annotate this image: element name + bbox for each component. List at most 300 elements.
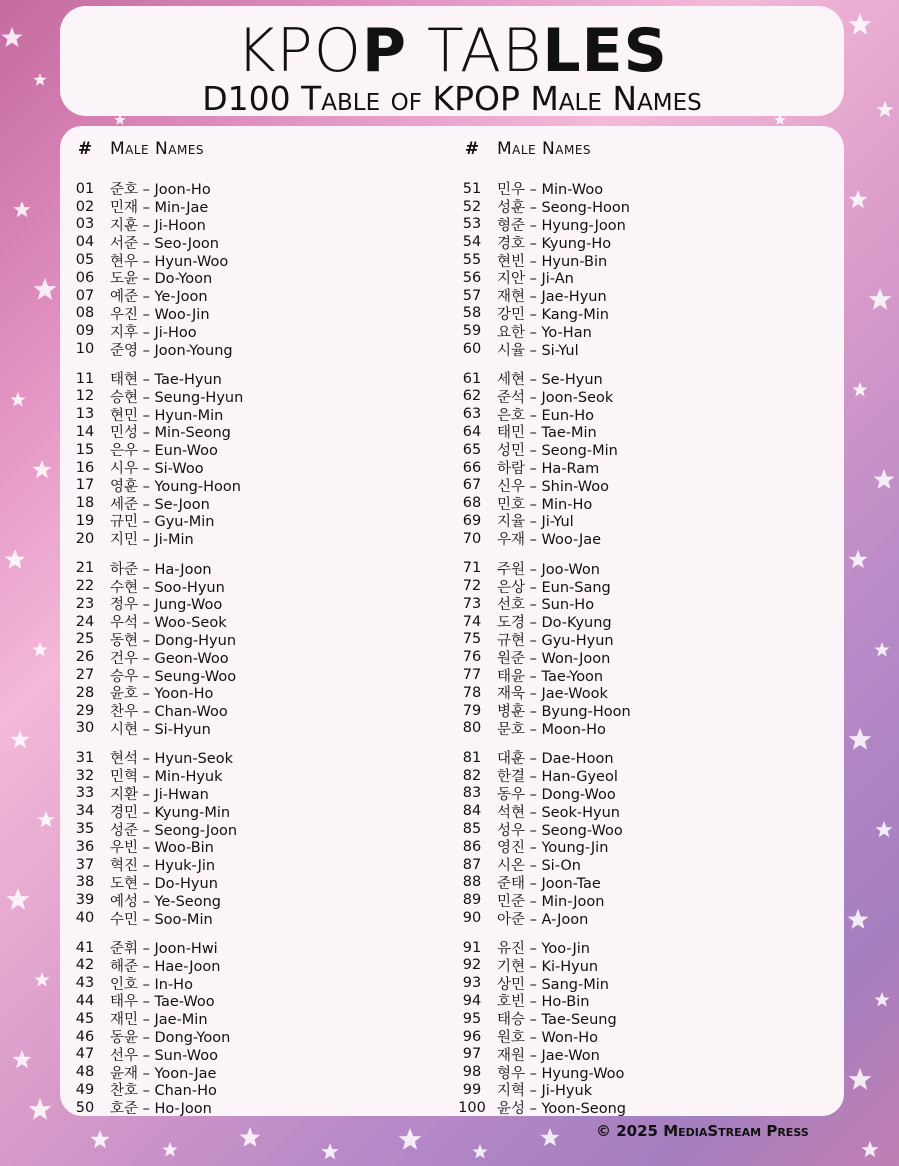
row-name: 준호 – Joon-Ho (110, 182, 211, 199)
row-name: 민호 – Min-Ho (497, 496, 593, 513)
row-name: 병훈 – Byung-Hoon (497, 704, 631, 721)
row-name: 신우 – Shin-Woo (497, 478, 609, 495)
table-row (70, 856, 243, 874)
table-row (70, 494, 243, 512)
table-row (457, 749, 631, 767)
row-name: 예성 – Ye-Seong (110, 893, 221, 910)
title-banner (60, 6, 844, 116)
row-number: 08 (75, 305, 95, 322)
row-number: 81 (462, 749, 482, 766)
copyright-text: © 2025 MediaStream Press (596, 1122, 809, 1140)
table-row (70, 820, 243, 838)
row-name: 승현 – Seung-Hyun (110, 389, 244, 406)
row-number: 77 (462, 666, 482, 683)
row-number: 04 (75, 234, 95, 251)
table-row (70, 1028, 243, 1046)
row-number: 29 (75, 702, 95, 719)
row-number: 01 (75, 180, 95, 197)
table-row (457, 1063, 631, 1081)
table-row (70, 1063, 243, 1081)
name-group (70, 370, 243, 548)
row-number: 88 (462, 874, 482, 891)
table-row (457, 441, 631, 459)
table-row (457, 1028, 631, 1046)
row-name: 대훈 – Dae-Hoon (497, 751, 614, 768)
row-number: 11 (75, 370, 95, 387)
row-name: 호빈 – Ho-Bin (497, 994, 590, 1011)
row-number: 92 (462, 957, 482, 974)
row-name: 지민 – Ji-Min (110, 532, 194, 549)
row-number: 17 (75, 477, 95, 494)
row-name: 찬우 – Chan-Woo (110, 704, 228, 721)
row-name: 혁진 – Hyuk-Jin (110, 858, 216, 875)
table-row (457, 874, 631, 892)
row-name: 강민 – Kang-Min (497, 306, 609, 323)
row-number: 61 (462, 370, 482, 387)
row-number: 20 (75, 530, 95, 547)
row-name: 태우 – Tae-Woo (110, 994, 215, 1011)
table-row (457, 216, 631, 234)
table-row (70, 648, 243, 666)
table-row (457, 1045, 631, 1063)
table-row (70, 251, 243, 269)
names-header: Male Names (497, 139, 592, 159)
table-row (457, 269, 631, 287)
row-number: 23 (75, 595, 95, 612)
row-name: 태윤 – Tae-Yoon (497, 668, 604, 685)
table-row (457, 785, 631, 803)
table-row (70, 476, 243, 494)
row-number: 30 (75, 720, 95, 737)
row-name: 석현 – Seok-Hyun (497, 804, 620, 821)
row-name: 서준 – Seo-Joon (110, 235, 219, 252)
table-row (70, 1045, 243, 1063)
row-name: 민재 – Min-Jae (110, 200, 209, 217)
table-row (70, 180, 243, 198)
row-name: 윤호 – Yoon-Ho (110, 686, 214, 703)
name-group (457, 559, 631, 737)
row-number: 54 (462, 234, 482, 251)
row-number: 51 (462, 180, 482, 197)
row-name: 태민 – Tae-Min (497, 425, 597, 442)
row-name: 성우 – Seong-Woo (497, 822, 623, 839)
row-number: 28 (75, 684, 95, 701)
table-row (70, 613, 243, 631)
row-name: 우석 – Woo-Seok (110, 615, 227, 632)
table-row (457, 370, 631, 388)
table-row (457, 423, 631, 441)
row-number: 63 (462, 406, 482, 423)
row-number: 72 (462, 578, 482, 594)
row-name: 우재 – Woo-Jae (497, 532, 602, 549)
row-number: 60 (462, 341, 482, 358)
row-name: 지훈 – Ji-Hoon (110, 218, 206, 234)
table-row (70, 441, 243, 459)
row-name: 세준 – Se-Joon (110, 496, 210, 513)
row-number: 36 (75, 838, 95, 855)
table-row (70, 666, 243, 684)
row-name: 준태 – Joon-Tae (497, 875, 601, 892)
table-row (457, 684, 631, 702)
row-number: 78 (462, 684, 482, 701)
row-name: 재원 – Jae-Won (497, 1047, 600, 1064)
table-row (457, 648, 631, 666)
row-name: 시율 – Si-Yul (497, 342, 579, 359)
name-group (457, 180, 631, 358)
row-number: 70 (462, 530, 482, 547)
row-number: 98 (462, 1064, 482, 1081)
table-row (457, 233, 631, 251)
row-number: 21 (75, 560, 95, 577)
row-number: 59 (462, 323, 482, 340)
row-name: 윤재 – Yoon-Jae (110, 1065, 217, 1082)
row-name: 준휘 – Joon-Hwi (110, 941, 218, 958)
row-number: 97 (462, 1046, 482, 1063)
row-name: 성준 – Seong-Joon (110, 822, 238, 839)
row-number: 58 (462, 305, 482, 322)
row-number: 55 (462, 252, 482, 269)
row-number: 62 (462, 388, 482, 405)
row-number: 76 (462, 649, 482, 666)
row-number: 27 (75, 666, 95, 683)
table-row (457, 820, 631, 838)
row-name: 재민 – Jae-Min (110, 1012, 208, 1029)
row-name: 영진 – Young-Jin (497, 840, 609, 857)
row-number: 94 (462, 992, 482, 1009)
row-name: 시온 – Si-On (497, 858, 581, 875)
row-number: 75 (462, 631, 482, 648)
table-row (457, 838, 631, 856)
row-name: 현석 – Hyun-Seok (110, 751, 233, 768)
table-row (70, 198, 243, 216)
row-name: 현민 – Hyun-Min (110, 407, 224, 424)
row-number: 68 (462, 495, 482, 512)
row-name: 영훈 – Young-Hoon (110, 478, 241, 495)
row-number: 95 (462, 1010, 482, 1027)
name-group (70, 559, 243, 737)
row-name: 한결 – Han-Gyeol (497, 769, 618, 786)
row-name: 세현 – Se-Hyun (497, 372, 603, 389)
row-name: 재욱 – Jae-Wook (497, 686, 608, 703)
row-number: 22 (75, 578, 95, 594)
table-row (457, 251, 631, 269)
row-name: 하준 – Ha-Joon (110, 561, 212, 578)
row-number: 43 (75, 975, 95, 992)
row-number: 33 (75, 785, 95, 802)
row-name: 유진 – Yoo-Jin (497, 941, 590, 958)
table-row (70, 423, 243, 441)
row-name: 시현 – Si-Hyun (110, 721, 211, 738)
row-number: 12 (75, 388, 95, 405)
table-row (70, 939, 243, 957)
table-row (70, 767, 243, 785)
table-row (457, 459, 631, 477)
row-number: 38 (75, 874, 95, 891)
row-number: 05 (75, 252, 95, 269)
table-row (70, 719, 243, 737)
row-number: 44 (75, 992, 95, 1009)
row-number: 100 (458, 1099, 486, 1116)
table-row (457, 767, 631, 785)
row-name: 하람 – Ha-Ram (497, 461, 600, 478)
row-name: 민성 – Min-Seong (110, 425, 231, 442)
table-row (457, 702, 631, 720)
row-number: 69 (462, 512, 482, 529)
table-row (457, 891, 631, 909)
row-number: 42 (75, 957, 95, 974)
table-row (70, 287, 243, 305)
row-number: 26 (75, 649, 95, 666)
table-row (70, 802, 243, 820)
row-name: 지환 – Ji-Hwan (110, 786, 209, 803)
row-name: 민준 – Min-Joon (497, 893, 605, 910)
row-number: 06 (75, 269, 95, 286)
row-name: 지혁 – Ji-Hyuk (497, 1083, 593, 1100)
row-name: 아준 – A-Joon (497, 911, 589, 928)
row-name: 지안 – Ji-An (497, 271, 574, 288)
row-number: 46 (75, 1028, 95, 1045)
row-number: 89 (462, 892, 482, 909)
row-number: 84 (462, 803, 482, 820)
row-name: 찬호 – Chan-Ho (110, 1083, 217, 1100)
row-number: 35 (75, 821, 95, 838)
table-row (70, 974, 243, 992)
table-row (457, 613, 631, 631)
table-row (70, 387, 243, 405)
row-number: 18 (75, 495, 95, 512)
row-number: 19 (75, 512, 95, 529)
row-number: 85 (462, 821, 482, 838)
table-row (457, 956, 631, 974)
number-header: # (464, 139, 480, 159)
table-row (70, 595, 243, 613)
row-number: 74 (462, 613, 482, 630)
table-row (70, 749, 243, 767)
table-row (70, 785, 243, 803)
row-name: 태현 – Tae-Hyun (110, 372, 222, 389)
row-number: 24 (75, 613, 95, 630)
column-header (70, 138, 243, 160)
row-number: 80 (462, 720, 482, 737)
table-row (457, 939, 631, 957)
table-row (70, 305, 243, 323)
row-name: 선호 – Sun-Ho (497, 597, 595, 614)
row-name: 형우 – Hyung-Woo (497, 1065, 625, 1082)
table-row (457, 577, 631, 595)
table-row (70, 1081, 243, 1099)
table-row (457, 666, 631, 684)
table-row (457, 405, 631, 423)
table-row (457, 322, 631, 340)
table-row (70, 405, 243, 423)
table-row (457, 992, 631, 1010)
table-row (70, 269, 243, 287)
table-row (457, 631, 631, 649)
row-name: 호준 – Ho-Joon (110, 1101, 212, 1118)
name-group (70, 180, 243, 358)
name-list-right (457, 180, 631, 1117)
row-name: 인호 – In-Ho (110, 976, 193, 993)
row-name: 원호 – Won-Ho (497, 1030, 599, 1047)
row-name: 규현 – Gyu-Hyun (497, 632, 614, 649)
row-name: 도경 – Do-Kyung (497, 615, 612, 632)
table-row (70, 992, 243, 1010)
table-row (457, 1099, 631, 1117)
page-title: KPOP TABLES (236, 16, 668, 86)
table-row (457, 512, 631, 530)
row-name: 동우 – Dong-Woo (497, 786, 616, 803)
table-row (457, 476, 631, 494)
table-row (70, 233, 243, 251)
table-row (70, 530, 243, 548)
row-number: 90 (462, 910, 482, 927)
table-row (70, 838, 243, 856)
table-row (457, 1010, 631, 1028)
row-number: 39 (75, 892, 95, 909)
table-row (70, 459, 243, 477)
row-number: 15 (75, 441, 95, 458)
table-row (457, 1081, 631, 1099)
row-number: 41 (75, 939, 95, 956)
table-row (70, 1099, 243, 1117)
row-name: 동윤 – Dong-Yoon (110, 1030, 231, 1047)
row-number: 49 (75, 1081, 95, 1098)
table-row (457, 595, 631, 613)
row-number: 40 (75, 910, 95, 927)
row-name: 건우 – Geon-Woo (110, 650, 229, 667)
row-number: 71 (462, 560, 482, 577)
row-name: 주원 – Joo-Won (497, 561, 600, 578)
row-name: 태승 – Tae-Seung (497, 1012, 617, 1029)
number-header: # (77, 139, 93, 159)
name-group (457, 370, 631, 548)
table-row (457, 287, 631, 305)
table-row (70, 370, 243, 388)
row-name: 수현 – Soo-Hyun (110, 579, 225, 596)
row-number: 91 (462, 939, 482, 956)
name-group (457, 939, 631, 1117)
row-number: 52 (462, 198, 482, 215)
row-name: 준석 – Joon-Seok (497, 389, 614, 406)
row-name: 기현 – Ki-Hyun (497, 958, 599, 975)
row-number: 45 (75, 1010, 95, 1027)
row-number: 53 (462, 216, 482, 233)
table-row (70, 577, 243, 595)
table-row (457, 559, 631, 577)
row-name: 선우 – Sun-Woo (110, 1047, 218, 1064)
table-row (457, 387, 631, 405)
table-row (70, 512, 243, 530)
table-row (457, 856, 631, 874)
row-number: 93 (462, 975, 482, 992)
row-name: 원준 – Won-Joon (497, 650, 611, 667)
row-number: 32 (75, 767, 95, 784)
column-header (457, 138, 631, 160)
row-number: 73 (462, 595, 482, 612)
table-row (457, 909, 631, 927)
table-row (70, 559, 243, 577)
row-name: 성훈 – Seong-Hoon (497, 200, 630, 217)
row-number: 86 (462, 838, 482, 855)
row-number: 31 (75, 749, 95, 766)
row-name: 우빈 – Woo-Bin (110, 840, 214, 857)
row-name: 도윤 – Do-Yoon (110, 271, 213, 288)
row-name: 민우 – Min-Woo (497, 182, 604, 199)
row-number: 02 (75, 198, 95, 215)
row-name: 성민 – Seong-Min (497, 443, 618, 460)
row-number: 96 (462, 1028, 482, 1045)
names-table-panel (60, 126, 844, 1116)
row-name: 은상 – Eun-Sang (497, 579, 611, 596)
row-number: 65 (462, 441, 482, 458)
row-name: 동현 – Dong-Hyun (110, 632, 237, 649)
row-number: 09 (75, 323, 95, 340)
table-row (457, 340, 631, 358)
name-group (70, 749, 243, 927)
table-row (457, 719, 631, 737)
page-subtitle: D100 Table of KPOP Male Names (202, 79, 702, 118)
row-name: 윤성 – Yoon-Seong (497, 1101, 626, 1118)
row-name: 승우 – Seung-Woo (110, 668, 237, 685)
table-row (457, 305, 631, 323)
row-name: 민혁 – Min-Hyuk (110, 769, 223, 786)
table-row (70, 891, 243, 909)
name-group (70, 939, 243, 1117)
table-row (70, 216, 243, 234)
row-number: 13 (75, 406, 95, 423)
row-name: 지율 – Ji-Yul (497, 514, 574, 531)
names-header: Male Names (110, 139, 205, 159)
row-name: 예준 – Ye-Joon (110, 289, 208, 306)
name-list-left (70, 180, 243, 1117)
row-number: 16 (75, 459, 95, 476)
names-column-left (70, 138, 243, 1128)
table-row (457, 802, 631, 820)
row-number: 25 (75, 631, 95, 648)
name-group (457, 749, 631, 927)
table-row (70, 1010, 243, 1028)
row-number: 87 (462, 856, 482, 873)
table-row (70, 702, 243, 720)
table-row (457, 530, 631, 548)
row-name: 경호 – Kyung-Ho (497, 235, 612, 252)
row-number: 56 (462, 269, 482, 286)
row-number: 37 (75, 856, 95, 873)
table-row (457, 198, 631, 216)
row-number: 79 (462, 702, 482, 719)
names-column-right (457, 138, 631, 1128)
row-name: 요한 – Yo-Han (497, 324, 592, 341)
row-name: 규민 – Gyu-Min (110, 514, 215, 531)
row-number: 99 (462, 1081, 482, 1098)
row-name: 현우 – Hyun-Woo (110, 253, 229, 270)
row-name: 상민 – Sang-Min (497, 976, 609, 993)
row-number: 48 (75, 1064, 95, 1081)
table-row (70, 909, 243, 927)
row-name: 수민 – Soo-Min (110, 911, 213, 928)
row-number: 14 (75, 423, 95, 440)
row-name: 은호 – Eun-Ho (497, 407, 595, 424)
table-row (457, 974, 631, 992)
row-number: 50 (75, 1099, 95, 1116)
row-number: 67 (462, 477, 482, 494)
row-number: 64 (462, 423, 482, 440)
row-name: 형준 – Hyung-Joon (497, 218, 626, 234)
table-row (70, 631, 243, 649)
row-name: 정우 – Jung-Woo (110, 597, 223, 614)
row-number: 82 (462, 767, 482, 784)
row-name: 은우 – Eun-Woo (110, 443, 218, 460)
